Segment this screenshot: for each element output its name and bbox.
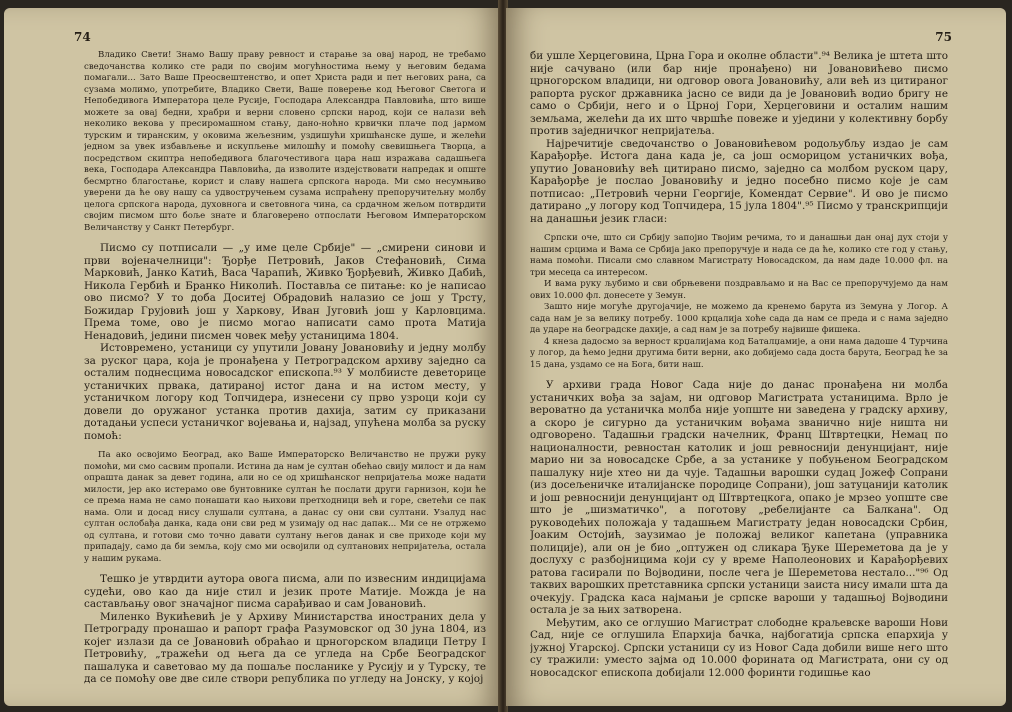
page-number-right: 75 xyxy=(935,30,952,44)
paragraph: Међутим, ако се оглушио Магистрат слободне краљевске вароши Нови Сад, није се оглушила Епархија бачка, најбогатија српска епархија у јужној Угарској. Српски устаници су из Новог Сада добили више него што су тражили: уместо зајма од 10.000 форината од Магистрата, они су од новосадског епископа добијали 12.000 форинти годишње као xyxy=(530,616,948,679)
paragraph: Зашто није могуће другојачије, не можемо да кренемо барута из Земуна у Логор. А сада нам је за велику потребу. 1000 крцалија хоће сада да нам се преда и с нама заједно да ударе на београдске дахије, а сад нам је за потребу највише фишека. xyxy=(530,302,948,335)
paragraph: 4 кнеза дадосмо за верност крџалијама код Баталџамије, а они нама дадоше 4 Турчина у логор, да ћемо једни другима бити верни, ако добијемо сада доста барута, Београд ће за 15 дана, уздамо се на Бога, бити наш. xyxy=(530,336,948,370)
paragraph: Миленко Вукићевић је у Архиву Министарства иностраних дела у Петрограду пронашао и рапорт графа Разумовског од 30 јуна 1804, из којег излази да се Јовановић обраћао и црногорском владици Петру I Петровићу, „тражећи од њега да се угледа на Србе Београдског пашалука и саветовао му да пошаље посланике у Русију и у Турску, те да се помоћу ове две силе створи република по угледу на Јонску, у којој xyxy=(84,610,486,685)
right-page xyxy=(506,8,1006,706)
paragraph: Истовремено, устаници су упутили Јовану Јовановићу и једну молбу за руског цара, која је пронађена у Петроградском архиву заједно са осталим поднесцима новосадског епископа.⁹³ У молбиисте деветорице устаничких првака, датираној истог дана и на истом месту, у устаничком логору код Топчидера, изнесени су прво узроци који су довели до оружаног устанка против дахија, затим су приказани дотадањи успеси устаничког војевања и, најзад, упућена молба за руску помоћ: xyxy=(84,342,486,442)
left-page-text xyxy=(84,50,486,686)
paragraph: Владико Свети! Знамо Вашу праву ревност и старање за овај народ, не требамо сведочанства колико сте ради по својим могућностима њему у његовим бедама помагали... Зато Ваше Преосвештенство, и опет Христа ради и пет његових рана, са сузама молимо, употребите, Владико Свети, Ваше поверење код Његовог Светога и Непобедивога Императора целе Русије, Господара Александра Павловића, што више можете за овај бедни, храбри и верни словено српски народ, који се налази већ неколико векова у пресиромашном стању, дано-ноћно крвички плаче под јармом турским и тиранским, у оковима жељезним, уздишући хришћанске душе, и желећи једном за увек избављење и искупљење милошћу и помоћу свевишњега Творца, а посредством скиптра непобедивога благочестивога цара наш изражава садашњега века, Господара Александра Павловића, да изволите издејствовати напредак и опште бесмртно благостање, корист и славу нашега српскога народа. Ми смо несумњиво уверени да ће ову нашу са удвостручењем сузама испраћену препоручитељну молбу целога српскога народа, духовнога и световнога чина, са срдачном жељом потврдити својим писмом што боље знате и благоверено отпослати Његовом Императорском Величанству у Санкт Петербург. xyxy=(84,50,486,233)
page-number-left: 74 xyxy=(74,30,91,44)
right-page-text xyxy=(530,50,948,679)
paragraph: Најречитије сведочанство о Јовановићевом родољубљу издао је сам Карађорђе. Истога дана када је, са још осморицом устаничких вођа, упутио Јовановићу већ цитирано писмо, заједно са молбом руском цару, Карађорђе је послао Јовановићу и једно посебно писмо које је сам потписао: „Петровић черни Георгије, Комендат Сервие". И ово је писмо датирано „у логору код Топчидера, 15 јула 1804".⁹⁵ Писмо у транскрипцији на данашњи језик гласи: xyxy=(530,137,948,225)
paragraph: Тешко је утврдити аутора овога писма, али по извесним индицијама судећи, ово као да није стил и језик проте Матије. Можда је на састављању овог значајног писма сарађивао и сам Јовановић. xyxy=(84,573,486,610)
paragraph: У архиви града Новог Сада није до данас пронађена ни молба устаничких вођа за зајам, ни одговор Магистрата устаницима. Врло је вероватно да устаничка молба није уопште ни заведена у градску архиву, а скоро је сигурно да устаничким вођама званично није ништа ни одговорено. Тадашњи градски начелник, Франц Штвртецки, Немац по националности, ревностан католик и још ревноснији денунцијант, није марио ни за новосадске Србе, а за устанике у побуњеном Београдском пашалуку није хтео ни да чује. Тадашњи варошки судац Јожеф Сопрани (из досељеничке италијанске породице Сопрани), још затуцанији католик и још ревноснији денунцијант од Штвртецкога, опако је мрзео уопште све што је „шизматичко", а поготову „ребелијанте са Балкана". Од руководећих положаја у тадашњем Магистрату један новосадски Србин, Јоаким Остојић, заузимао је положај великог капетана (управника полиције), али он је био „оптужен од сликара Ђуке Шереметова да је у дослуху с разбојницима који су у време Наполеонових и Карађорђевих ратова гасирали по Војводини, после чега је Шереметова нестало..."⁹⁶ Од таквих варошких претставника српски устаници заиста нису имали шта да очекују. Градска каса најмањи је српске вароши у тадашњој Војводини остала је за њих затворена. xyxy=(530,379,948,616)
paragraph: би ушле Херцеговина, Црна Гора и околне области".⁹⁴ Велика је штета што није сачувано (или бар није пронађено) ни Јовановићево писмо црногорском владици, ни одговор овога Јовановићу, али већ из цитираног рапорта руског државника јасно се види да је Јовановић водио бригу не само о Србији, него и о Црној Гори, Херцеговини и осталим нашим земљама, желећи да их што чвршће повеже и уједини у колективну борбу против заједничког непријатеља. xyxy=(530,50,948,137)
paragraph: Писмо су потписали — „у име целе Србије" — „смирени синови и први војеначелници": Ђорђе Петровић, Јаков Стефановић, Сима Марковић, Јанко Катић, Васа Чарапић, Живко Ђорђевић, Живко Дабић, Никола Гербић и Бранко Николић. Поставља се питање: ко је написао ово писмо? У то доба Доситеј Обрадовић налазио се још у Трсту, Божидар Грујовић још у Харкову, Иван Југовић још у Карловцима. Према томе, ово је писмо могао написати само прота Матија Ненадовић, једини писмен човек међу устаницима 1804. xyxy=(84,242,486,342)
paragraph: Па ако освојимо Београд, ако Ваше Императорско Величанство не пружи руку помоћи, ми смо сасвим пропали. Истина да нам је султан обећао свију милост и да нам опрашта данак за девет година, али но се од хришћанског непријатеља може надати милости, јер ако истерамо ове бунтовнике султан ће послати други гарнизон, који ће се према нама не само понашати као њихови претходници већ и горе, светећи се пак нама. Оли и досад нису слушали султана, а данас су они сви султани. Узалуд нас султан ослобађа данка, када они сви ред м узимају од нас дапак... Ми се не отржемо од султана, и готови смо точно давати султану његов данак и све приходе који му припадају, само да би земља, коју смо ми освојили од султанових непријатеља, остала у нашим рукама. xyxy=(84,450,486,564)
left-page xyxy=(4,8,500,706)
paragraph: И вама руку љубимо и сви обрњевени поздрављамо и на Вас се препоручујемо да нам ових 10.000 фл. донесете у Земун. xyxy=(530,279,948,301)
paragraph: Српски оче, што си Србију запојио Твојим речима, то и данашњи дан онај дух стоји у нашим срцима и Вама се Србија јако препоручује и нада се да ће, колико сте год у стању, нама помоћи. Писали смо славном Магистрату Новосадском, да нам даде 10.000 фл. на три месеца са интересом. xyxy=(530,233,948,278)
